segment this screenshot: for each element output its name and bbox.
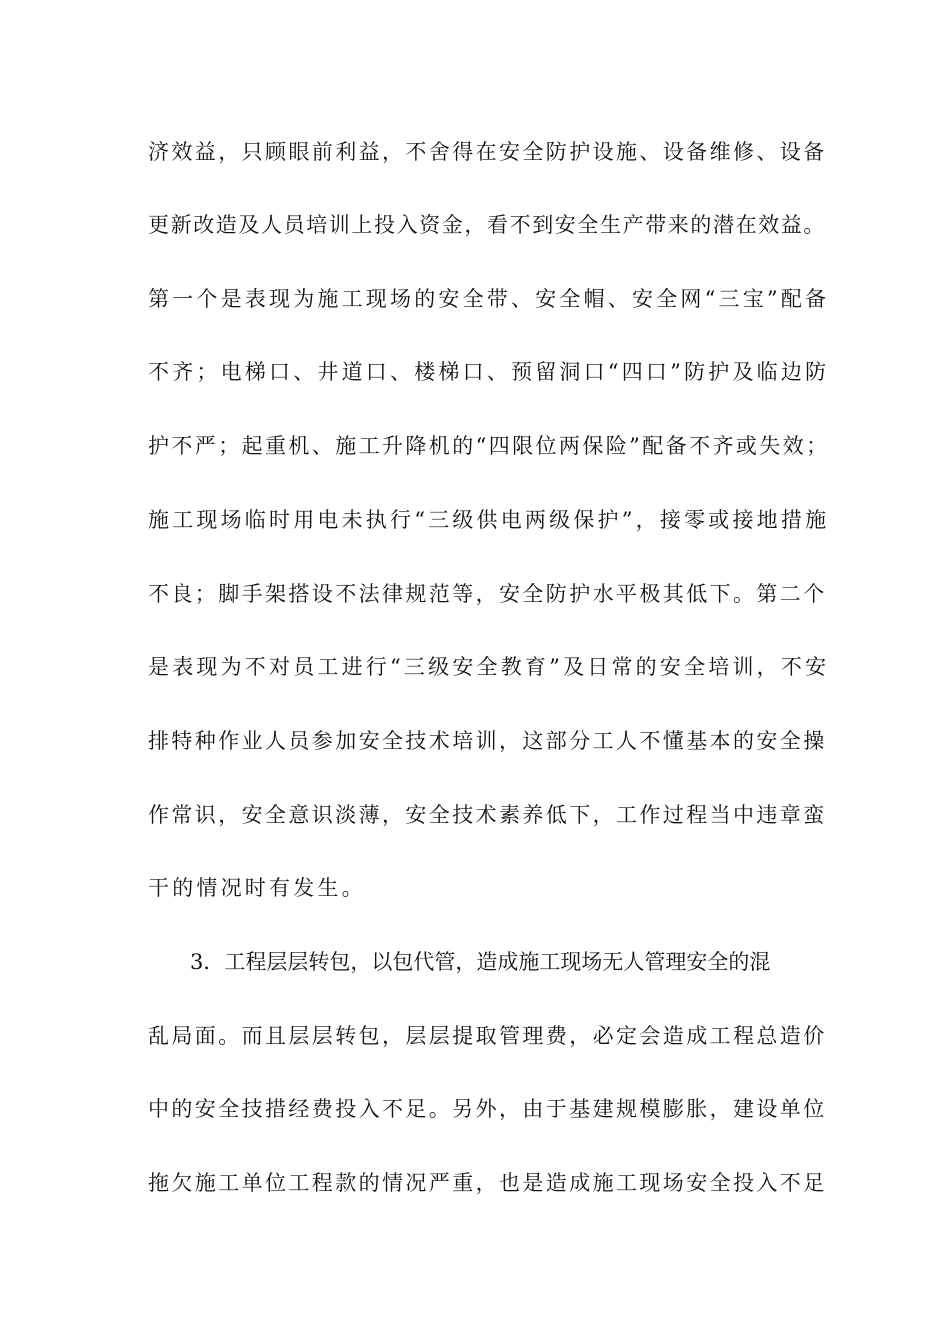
body-text-line: 排特种作业人员参加安全技术培训，这部分工人不懂基本的安全操 — [148, 729, 827, 753]
body-text-line: 拖欠施工单位工程款的情况严重，也是造成施工现场安全投入不足 — [148, 1171, 827, 1195]
body-text-line: 第一个是表现为施工现场的安全带、安全帽、安全网“三宝”配备 — [148, 287, 830, 311]
body-text-line: 不齐；电梯口、井道口、楼梯口、预留洞口“四口”防护及临边防 — [148, 360, 830, 384]
body-text-line: 中的安全技措经费投入不足。另外，由于基建规模膨胀，建设单位 — [148, 1097, 827, 1121]
body-text-line: 作常识，安全意识淡薄，安全技术素养低下，工作过程当中违章蛮 — [148, 803, 827, 827]
body-text-line: 济效益，只顾眼前利益，不舍得在安全防护设施、设备维修、设备 — [148, 140, 827, 164]
body-text-line: 干的情况时有发生。 — [148, 876, 366, 900]
paragraph-start-line: 3．工程层层转包，以包代管，造成施工现场无人管理安全的混 — [190, 950, 771, 974]
body-text-line: 施工现场临时用电未执行“三级供电两级保护”，接零或接地措施 — [148, 508, 830, 532]
body-text-line: 乱局面。而且层层转包，层层提取管理费，必定会造成工程总造价 — [148, 1024, 827, 1048]
body-text-line: 更新改造及人员培训上投入资金，看不到安全生产带来的潜在效益。 — [148, 213, 826, 237]
body-text-line: 护不严；起重机、施工升降机的“四限位两保险”配备不齐或失效； — [148, 434, 830, 458]
body-text-line: 不良；脚手架搭设不法律规范等，安全防护水平极其低下。第二个 — [148, 582, 827, 606]
body-text-line: 是表现为不对员工进行“三级安全教育”及日常的安全培训，不安 — [148, 655, 830, 679]
